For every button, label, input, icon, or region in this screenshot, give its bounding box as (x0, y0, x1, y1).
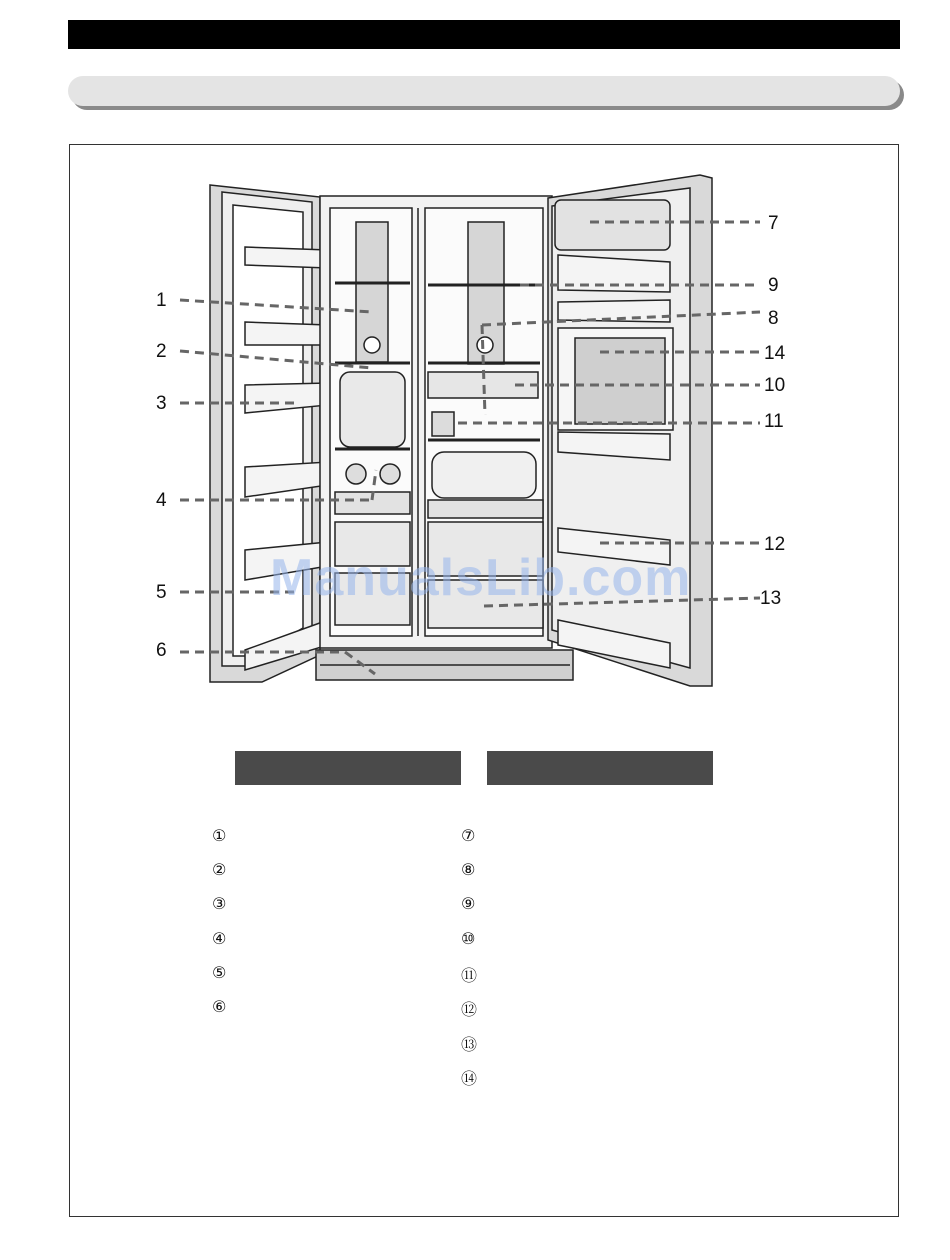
callout-13: 13 (760, 588, 782, 609)
legend-item: ① (212, 826, 227, 845)
legend-item: ② (212, 860, 227, 879)
callout-6: 6 (156, 640, 167, 661)
watermark: ManualsLib.com (270, 549, 692, 607)
callout-4: 4 (156, 490, 167, 511)
callout-7: 7 (768, 213, 779, 234)
legend-item: ⑥ (212, 997, 227, 1016)
legend-item: ⑬ (461, 1035, 478, 1054)
callout-10: 10 (764, 375, 786, 396)
callout-2: 2 (156, 341, 167, 362)
legend-item: ⑭ (461, 1069, 478, 1088)
legend-item: ③ (212, 894, 227, 913)
callout-1: 1 (156, 290, 167, 311)
legend-item: ⑤ (212, 963, 227, 982)
callout-12: 12 (764, 534, 786, 555)
callout-14: 14 (764, 343, 786, 364)
callout-9: 9 (768, 275, 779, 296)
callout-8: 8 (768, 308, 779, 329)
legend-item: ⑧ (461, 860, 476, 879)
legend-item: ⑩ (461, 929, 476, 948)
callout-3: 3 (156, 393, 167, 414)
legend-item: ⑨ (461, 894, 476, 913)
legend-item: ⑦ (461, 826, 476, 845)
callout-11: 11 (764, 411, 784, 432)
legend-header-right (487, 751, 713, 785)
legend-header-left (235, 751, 461, 785)
legend-item: ⑫ (461, 1000, 478, 1019)
legend-item: ④ (212, 929, 227, 948)
legend-item: ⑪ (461, 966, 478, 985)
callout-5: 5 (156, 582, 167, 603)
